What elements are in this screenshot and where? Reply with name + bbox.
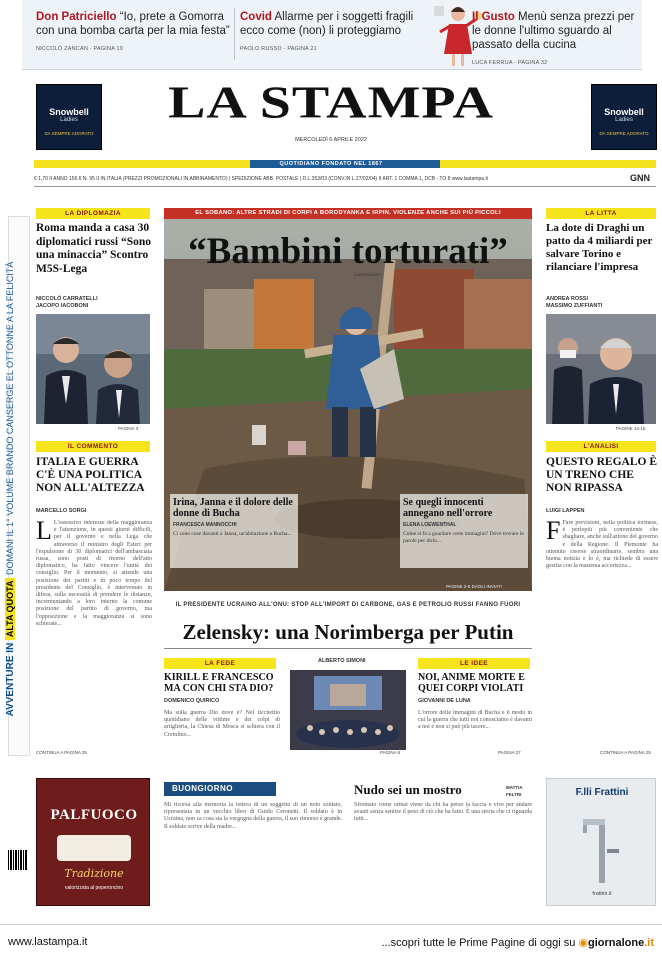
- continues: CONTINUA A PAGINA 25: [36, 750, 87, 755]
- teaser-meta: PAOLO RUSSO - PAGINA 21: [240, 46, 317, 52]
- zelensky-kicker: IL PRESIDENTE UCRAINO ALL'ONU: STOP ALL'IMPORT DI CARBONE, GAS E PETROLIO RUSSI FANNO FUORI: [175, 602, 521, 608]
- teaser-patriciello[interactable]: [36, 10, 236, 56]
- teaser-text: Menù senza prezzi per le donne l'ultimo sguardo al passato della cucina: [472, 11, 635, 51]
- box-title: Irina, Janna e il dolore delle donne di Bucha: [173, 497, 293, 519]
- byline-draghi: ANDREA ROSSI MASSIMO ZUFFIANTI: [546, 296, 603, 309]
- divider: [164, 648, 532, 649]
- photo-onu: [290, 670, 406, 750]
- gnn-logo: GNN: [630, 173, 650, 183]
- issue-date: MERCOLEDÌ 6 APRILE 2022: [295, 137, 367, 143]
- main-credits: PAGINE 2-5 DAGLI INVIATI: [446, 584, 502, 589]
- main-headline[interactable]: “Bambini torturati”: [188, 231, 508, 272]
- page-ref: PAGINA 3: [118, 426, 139, 431]
- footer-promo[interactable]: [381, 936, 654, 949]
- divider: [34, 186, 656, 187]
- dropcap: L: [36, 520, 52, 545]
- price-bar: € 1,70 II ANNO 156 II N. 95 II IN ITALIA (PREZZI PROMOZIONALI IN ABBINAMENTO) | SPEDIZIONE ABB. POSTALE | D.L.353/03 (CONV.IN L.27/02/04) II ART. 1 COMMA 1, DCB - TO II www.lastampa.it: [34, 176, 488, 182]
- ad-sub: Ladies: [60, 117, 78, 123]
- snowbell-ad-right[interactable]: [591, 84, 657, 150]
- side-promo-text: [5, 229, 23, 749]
- body-fede: Ma sulla guerra Dio dove è? Nel ticchettio quotidiano delle vittime e dei colpi di artiglieria, la Chiesa di Mosca si schiera con il Cremlino...: [164, 710, 280, 738]
- ad-frattini[interactable]: [546, 778, 656, 906]
- headline-commento[interactable]: ITALIA E GUERRA C'È UNA POLITICA NON ALL'ALTEZZA: [36, 456, 145, 494]
- teaser-covid[interactable]: [240, 10, 426, 56]
- box-body: Ci sono cose davanti a Janna, un'abitazione a Bucha...: [173, 531, 292, 537]
- body-text: Fare previsioni, nella politica torinese, è perlopiù più conveniente che sbagliare, anche sull'azione del governo e della Regione. Il Piemonte ha ottenuto risorse straordinarie, sembra una buona notizia e lo è, ma richiede di essere gestita con la massima accortezza...: [546, 520, 658, 570]
- divider: [234, 8, 235, 60]
- ad-cheese-image: [57, 835, 131, 861]
- box-body: Come si fa a guardare certe immagini? Dove trovare le parole per dirlo...: [403, 531, 524, 544]
- ad-brand: F.lli Frattini: [575, 787, 629, 798]
- side-text-b: ALTA QUOTA: [5, 578, 15, 641]
- ad-sub: Ladies: [615, 117, 633, 123]
- box-innocenti[interactable]: [400, 494, 528, 568]
- teaser-title: Il Gusto: [472, 11, 515, 23]
- box-irina[interactable]: [170, 494, 298, 568]
- continues: CONTINUA A PAGINA 25: [600, 750, 651, 755]
- headline-diplomazia[interactable]: Roma manda a casa 30 diplomatici russi “Sono una minaccia” Scontro M5S-Lega: [36, 222, 152, 275]
- giornalone-logo-icon: ◉: [578, 937, 588, 949]
- byline-analisi: LUIGI LAPPEN: [546, 508, 585, 514]
- body-analisi: [546, 520, 658, 745]
- newspaper-masthead[interactable]: LA STAMPA: [168, 77, 494, 129]
- teaser-text: “Io, prete a Gomorra con una bomba carta per la mia festa”: [36, 11, 230, 37]
- buongiorno-label: BUONGIORNO: [164, 782, 276, 796]
- page-ref: PAGINA 6: [380, 750, 401, 755]
- side-text-e: EL OTTONNE A LA FELICITÀ: [5, 261, 15, 382]
- kicker-citta: LA LITTA: [546, 208, 656, 219]
- snowbell-ad-left[interactable]: [36, 84, 102, 150]
- body-commento: [36, 520, 152, 745]
- page-ref: PAGINA 27: [498, 750, 521, 755]
- body-idee: L'orrore delle immagini di Bucha e il modo in cui la guerra che tutti noi conosciamo è davanti a noi e non si può più tacere...: [418, 710, 532, 731]
- byline-commento: MARCELLO SORGI: [36, 508, 87, 514]
- footer-site-link[interactable]: www.lastampa.it: [8, 936, 88, 948]
- dropcap: F: [546, 520, 561, 545]
- founded-label: QUOTIDIANO FONDATO NEL 1867: [279, 161, 383, 167]
- side-text-a: AVVENTURE IN: [5, 642, 16, 717]
- ad-slogan: Tradizione: [64, 867, 124, 880]
- teaser-meta: LUCA FERRUA - PAGINA 32: [472, 60, 548, 66]
- box-title: Se quegli innocenti annegano nell'orrore: [403, 497, 493, 519]
- ad-brand: Snowbell: [604, 107, 644, 117]
- barcode: [8, 850, 28, 870]
- ad-url: frattini.it: [592, 891, 612, 897]
- zelensky-headline[interactable]: Zelensky: una Norimberga per Putin: [182, 620, 514, 644]
- byline-onu: ALBERTO SIMONI: [318, 658, 366, 664]
- headline-draghi[interactable]: La dote di Draghi un patto da 4 miliardi per salvare Torino e rilanciare l'impresa: [546, 222, 653, 273]
- faucet-icon: [577, 809, 627, 885]
- teaser-title: Covid: [240, 11, 272, 23]
- byline-diplomazia: NICCOLÒ CARRATELLI JACOPO IACOBONI: [36, 296, 98, 309]
- kicker-diplomazia: LA DIPLOMAZIA: [36, 208, 150, 219]
- teaser-text: Allarme per i soggetti fragili ecco come (non) li proteggiamo: [240, 11, 414, 37]
- footer-brand: giornalone: [587, 937, 645, 949]
- photo-draghi: [546, 314, 656, 424]
- photo-credit: ALESSANDRO: [354, 272, 382, 277]
- byline-idee: GIOVANNI DE LUNA: [418, 698, 471, 704]
- byline-fede: DOMENICO QUIRICO: [164, 698, 220, 704]
- ad-promo: DA SEMPRE ADORATO: [599, 131, 649, 136]
- ad-sub: valorizzata al peperoncino: [64, 885, 124, 891]
- footer-promo-text: ...scopri tutte le Prime Pagine di oggi su: [381, 937, 579, 949]
- headline-idee[interactable]: NOI, ANIME MORTE E QUEI CORPI VIOLATI: [418, 672, 525, 694]
- body-text: L'ossessivo interesse della maggioranza e l'attenzione, in questi giorni difficili, per il governo e nella Lega che attraverso il ministro degli Esteri per l'espulsione di 30 diplomatici dell'ambasciata russa, sono posti di ritorno dell'atto diplomatico, ha fatto vincere l'unità dei consiglio. Per il momento, si attende una posizione dei partiti e in poco tempo del presidente del Consiglio, è intervenuto in difesa, sulla necessità di prendere le distanze, incrementando a loro interno la comune posizione del partito di governo, ma l'opposizione e la maggioranza si sono schierate...: [36, 520, 152, 627]
- kicker-idee: LE IDEE: [418, 658, 530, 669]
- ad-brand: PALFUOCO: [50, 807, 138, 823]
- teaser-meta: NICCOLÒ ZANCAN - PAGINA 19: [36, 46, 124, 52]
- headline-fede[interactable]: KIRILL E FRANCESCO MA CON CHI STA DIO?: [164, 672, 274, 694]
- teaser-title: Don Patriciello: [36, 11, 117, 23]
- kicker-analisi: L'ANALISI: [546, 441, 656, 452]
- buongiorno-body: Mi ricorsa alla memoria la lettera di un soggetto di un noto soldato, ripresentata in un vecchio libro di Guido Ceronetti. Il soldato è in Ucraina, non sa cosa sia la vergogna della guerra, il suo rimorso è grande. Il soldato scrive della madre...: [164, 802, 342, 830]
- ad-brand: Snowbell: [49, 107, 89, 117]
- side-text-c: DOMANI IL 1° VOLUME: [5, 477, 15, 575]
- footer: [0, 924, 662, 955]
- footer-brand-tld: .it: [644, 937, 654, 949]
- photo-dimaio-salvini: [36, 314, 150, 424]
- main-kicker-banner: EL SOBANO: ALTRE STRADI DI CORPI A BORODYANKA E IRPIN. VIOLENZE ANCHE SUI PIÙ PICCOLI: [164, 208, 532, 219]
- mostro-headline[interactable]: Nudo sei un mostro: [354, 782, 462, 797]
- mostro-byline: MATTIA FELTRI: [506, 785, 523, 797]
- ad-promo: DA SEMPRE ADORATO: [44, 131, 94, 136]
- kicker-commento: IL COMMENTO: [36, 441, 150, 452]
- headline-analisi[interactable]: QUESTO REGALO È UN TRENO CHE NON RIPASSA: [546, 456, 657, 494]
- ad-palfuoco[interactable]: [36, 778, 150, 906]
- top-teaser-bar: [22, 0, 642, 70]
- page-ref: PAGINE 14-15: [616, 426, 646, 431]
- teaser-gusto[interactable]: [472, 10, 638, 70]
- kicker-fede: LA FEDE: [164, 658, 276, 669]
- box-byline: ELENA LOEWENTHAL: [403, 522, 457, 528]
- mostro-body: Sfrontato come ormai viene da chi ha perso la faccia e vive per andare avanti senza sentire il peso di ciò che ha fatto. È una storia che ci riguarda tutti...: [354, 802, 532, 823]
- side-text-d: BRANDO CANSERGE: [5, 383, 15, 476]
- box-byline: FRANCESCA MANNOCCHI: [173, 522, 237, 528]
